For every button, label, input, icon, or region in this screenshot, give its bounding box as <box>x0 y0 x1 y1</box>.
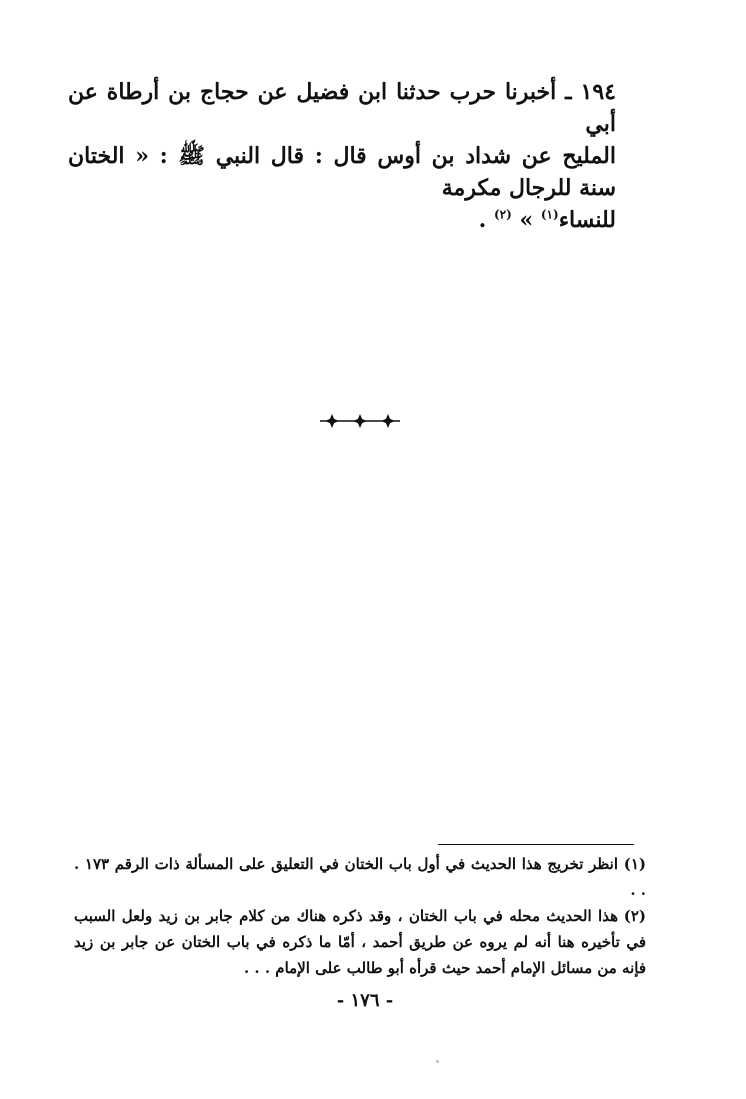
footnote-1-number: (١) <box>623 855 646 873</box>
footnote-1-text: انظر تخريج هذا الحديث في أول باب الختان في التعليق على المسألة ذات الرقم ١٧٣ . . . <box>74 855 646 899</box>
footnote-1 <box>74 851 646 903</box>
footnote-ref-1: (١) <box>540 207 559 222</box>
text-line-3-word: للنساء <box>558 207 616 233</box>
footnote-2-text: هذا الحديث محله في باب الختان ، وقد ذكره هناك من كلام جابر بن زيد ولعل السبب في تأخيره هنا أنه لم يروه عن طريق أحمد ، أمّا ما ذكره في باب الختان عن جابر بن زيد فإنه من مسائل الإمام أحمد حيث قرأه أبو طالب على الإمام . . . <box>74 907 646 977</box>
footnotes <box>74 851 646 981</box>
text-line-3-end: . <box>478 207 494 233</box>
footnote-2 <box>74 903 646 981</box>
text-line-3 <box>68 204 616 236</box>
page-number: - ١٧٦ - <box>336 990 394 1011</box>
footnote-ref-2: (٢) <box>493 207 512 222</box>
closing-quote: » <box>511 207 541 233</box>
footnote-separator <box>438 844 634 845</box>
text-line-1: ١٩٤ ـ أخبرنا حرب حدثنا ابن فضيل عن حجاج بن أرطاة عن أبي <box>68 79 616 137</box>
section-divider-ornament <box>318 410 402 432</box>
footnote-2-number: (٢) <box>623 907 646 925</box>
scan-speck <box>436 1060 439 1063</box>
hadith-text <box>68 76 616 236</box>
text-line-2: المليح عن شداد بن أوس قال : قال النبي ﷺ : « الختان سنة للرجال مكرمة <box>68 143 616 201</box>
